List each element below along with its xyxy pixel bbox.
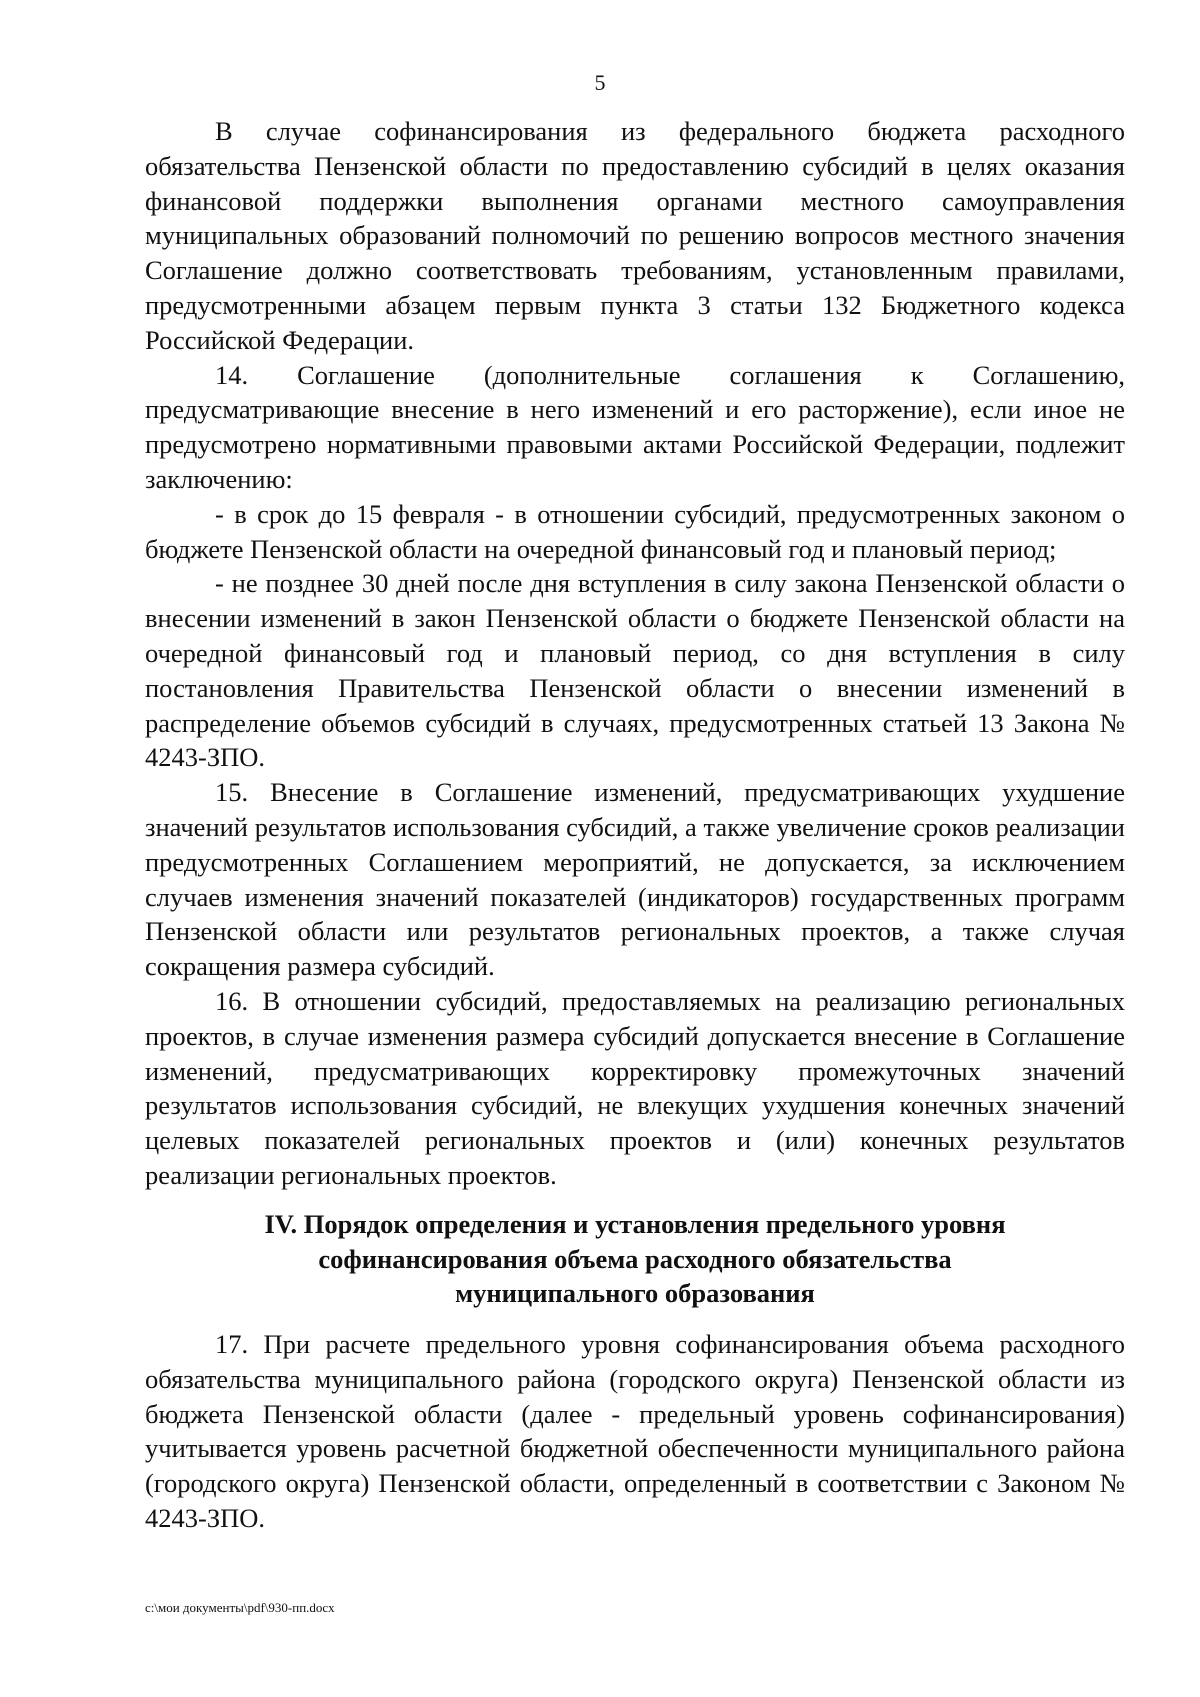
section-heading-line-3: муниципального образования [455, 1278, 815, 1309]
section-heading-line-1: IV. Порядок определения и установления предельного уровня [264, 1208, 1006, 1239]
footer-file-path: c:\мои документы\pdf\930-пп.docx [145, 1600, 335, 1615]
paragraph-14: 14. Соглашение (дополнительные соглашения к Соглашению, предусматривающие внесение в него изменений и его расторжение), если иное не предусмотрено нормативными правовыми актами Российской Федерации, подлежит заключению: [145, 359, 1125, 494]
paragraph-cofinancing: В случае софинансирования из федерального бюджета расходного обязательства Пензенской области по предоставлению субсидий в целях оказания финансовой поддержки выполнения органами местного самоуправления муниципальных образований полномочий по решению вопросов местного значения Соглашение должно соответствовать требованиям, установленным правилами, предусмотренными абзацем первым пункта 3 статьи 132 Бюджетного кодекса Российской Федерации. [145, 116, 1125, 355]
paragraph-14-item-1: - в срок до 15 февраля - в отношении субсидий, предусмотренных законом о бюджете Пензенской области на очередной финансовый год и плановый период; [145, 498, 1125, 564]
section-heading-line-2: софинансирования объема расходного обязательства [318, 1243, 952, 1274]
paragraph-16: 16. В отношении субсидий, предоставляемых на реализацию региональных проектов, в случае изменения размера субсидий допускается внесение в Соглашение изменений, предусматривающих корректировку промежуточных значений результатов использования субсидий, не влекущих ухудшения конечных значений целевых показателей региональных проектов и (или) конечных результатов реализации региональных проектов. [145, 985, 1125, 1190]
paragraph-15: 15. Внесение в Соглашение изменений, предусматривающих ухудшение значений результатов использования субсидий, а также увеличение сроков реализации предусмотренных Соглашением мероприятий, не допускается, за исключением случаев изменения значений показателей (индикаторов) государственных программ Пензенской области или результатов региональных проектов, а также случая сокращения размера субсидий. [145, 777, 1125, 982]
paragraph-17: 17. При расчете предельного уровня софинансирования объема расходного обязательства муниципального района (городского округа) Пензенской области из бюджета Пензенской области (далее - предельный уровень софинансирования) учитывается уровень расчетной бюджетной обеспеченности муниципального района (городского округа) Пензенской области, определенный в соответствии с Законом № 4243-ЗПО. [145, 1329, 1125, 1534]
page-number: 5 [594, 70, 606, 95]
paragraph-14-item-2: - не позднее 30 дней после дня вступления в силу закона Пензенской области о внесении изменений в закон Пензенской области о бюджете Пензенской области на очередной финансовый год и плановый период, со дня вступления в силу постановления Правительства Пензенской области о внесении изменений в распределение объемов субсидий в случаях, предусмотренных статьей 13 Закона № 4243-ЗПО. [145, 568, 1125, 773]
section-heading [145, 1207, 1125, 1311]
document-body [145, 114, 1125, 1536]
